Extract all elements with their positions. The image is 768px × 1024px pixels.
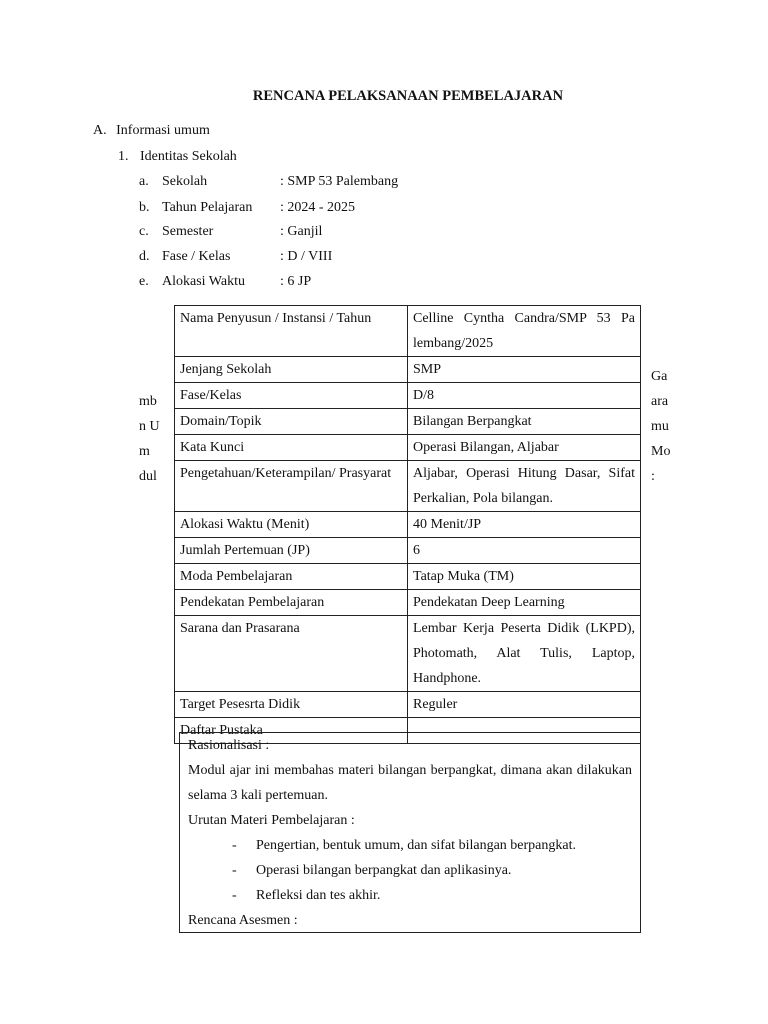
table-cell-label: Jenjang Sekolah <box>175 357 408 383</box>
list-item-text: Refleksi dan tes akhir. <box>256 888 381 903</box>
list-item <box>188 858 632 883</box>
table-cell-label: Target Pesesrta Didik <box>175 692 408 718</box>
identity-value: : 2024 - 2025 <box>280 200 356 215</box>
table-cell-value: Reguler <box>408 692 641 718</box>
table-row <box>175 306 641 357</box>
list-item <box>188 833 632 858</box>
table-cell-label: Pengetahuan/Keterampilan/ Prasyarat <box>175 461 408 512</box>
table-cell-label: Sarana dan Prasarana <box>175 616 408 692</box>
identity-value: : SMP 53 Palembang <box>280 174 399 189</box>
table-cell-value: Aljabar, Operasi Hitung Dasar, Sifat Perkalian, Pola bilangan. <box>408 461 641 512</box>
table-row <box>175 564 641 590</box>
table-cell-value: Tatap Muka (TM) <box>408 564 641 590</box>
table-cell-label: Pendekatan Pembelajaran <box>175 590 408 616</box>
table-cell-value: Celline Cyntha Candra/SMP 53 Pa lembang/2025 <box>408 306 641 357</box>
table-cell-label: Moda Pembelajaran <box>175 564 408 590</box>
table-cell-value: Pendekatan Deep Learning <box>408 590 641 616</box>
identity-value: : 6 JP <box>280 274 312 289</box>
identity-row-year <box>139 199 355 217</box>
table-row <box>175 616 641 692</box>
table-cell-value: Bilangan Berpangkat <box>408 409 641 435</box>
identity-value: : Ganjil <box>280 224 323 239</box>
table-cell-label: Domain/Topik <box>175 409 408 435</box>
identity-label: Alokasi Waktu <box>162 274 245 289</box>
margin-fragment: m <box>139 444 150 459</box>
identity-marker: c. <box>139 224 149 239</box>
identity-marker: d. <box>139 249 150 264</box>
margin-fragment: n U <box>139 419 160 434</box>
assessment-label: Rencana Asesmen : <box>188 913 298 928</box>
identity-row-school <box>139 173 398 191</box>
identity-label: Sekolah <box>162 174 208 189</box>
table-row <box>175 538 641 564</box>
table-cell-label: Kata Kunci <box>175 435 408 461</box>
list-item-text: Operasi bilangan berpangkat dan aplikasinya. <box>256 863 512 878</box>
subsection-1-heading <box>118 148 237 166</box>
rationale-text: Modul ajar ini membahas materi bilangan berpangkat, dimana akan dilakukan selama 3 kali pertemuan. <box>188 763 632 803</box>
rationale-label: Rasionalisasi : <box>188 738 270 753</box>
bullet-dash: - <box>232 888 237 903</box>
table-row <box>175 409 641 435</box>
identity-value: : D / VIII <box>280 249 333 264</box>
section-a-label: Informasi umum <box>116 123 210 138</box>
table-cell-value: 6 <box>408 538 641 564</box>
table-cell-label: Fase/Kelas <box>175 383 408 409</box>
identity-row-time <box>139 273 311 291</box>
identity-row-phase <box>139 248 332 266</box>
material-order-label: Urutan Materi Pembelajaran : <box>188 813 355 828</box>
list-item-text: Pengertian, bentuk umum, dan sifat bilangan berpangkat. <box>256 838 576 853</box>
table-row <box>175 435 641 461</box>
table-cell-label: Daftar Pustaka <box>175 718 408 744</box>
table-cell-value: Operasi Bilangan, Aljabar <box>408 435 641 461</box>
list-item <box>188 883 632 908</box>
identity-marker: e. <box>139 274 149 289</box>
table-row <box>175 461 641 512</box>
margin-fragment: : <box>651 469 655 484</box>
table-row <box>175 357 641 383</box>
table-cell-label: Alokasi Waktu (Menit) <box>175 512 408 538</box>
table-cell-value: 40 Menit/JP <box>408 512 641 538</box>
margin-fragment: mb <box>139 394 157 409</box>
table-row <box>175 590 641 616</box>
bullet-dash: - <box>232 838 237 853</box>
document-title: RENCANA PELAKSANAAN PEMBELAJARAN <box>252 88 564 104</box>
section-a-marker: A. <box>93 123 107 138</box>
identity-label: Fase / Kelas <box>162 249 231 264</box>
table-cell-label: Jumlah Pertemuan (JP) <box>175 538 408 564</box>
identity-label: Semester <box>162 224 214 239</box>
margin-fragment: mu <box>651 419 669 434</box>
table-cell-value: Lembar Kerja Peserta Didik (LKPD), Photomath, Alat Tulis, Laptop, Handphone. <box>408 616 641 692</box>
margin-fragment: Mo <box>651 444 671 459</box>
margin-fragment: Ga <box>651 369 668 384</box>
table-cell-value: SMP <box>408 357 641 383</box>
identity-marker: a. <box>139 174 149 189</box>
identity-marker: b. <box>139 200 150 215</box>
right-margin-fragments <box>651 364 670 489</box>
left-margin-fragments <box>139 389 160 489</box>
table-row <box>175 512 641 538</box>
module-info-table <box>174 305 641 744</box>
subsection-1-marker: 1. <box>118 149 129 164</box>
table-row <box>175 692 641 718</box>
margin-fragment: ara <box>651 394 669 409</box>
subsection-1-label: Identitas Sekolah <box>140 149 237 164</box>
identity-row-semester <box>139 223 322 241</box>
identity-label: Tahun Pelajaran <box>162 200 253 215</box>
table-cell-label: Nama Penyusun / Instansi / Tahun <box>175 306 408 357</box>
table-row <box>175 383 641 409</box>
section-a-heading <box>93 122 210 140</box>
bullet-dash: - <box>232 863 237 878</box>
table-cell-value: D/8 <box>408 383 641 409</box>
margin-fragment: dul <box>139 469 157 484</box>
rationale-box <box>179 732 641 933</box>
